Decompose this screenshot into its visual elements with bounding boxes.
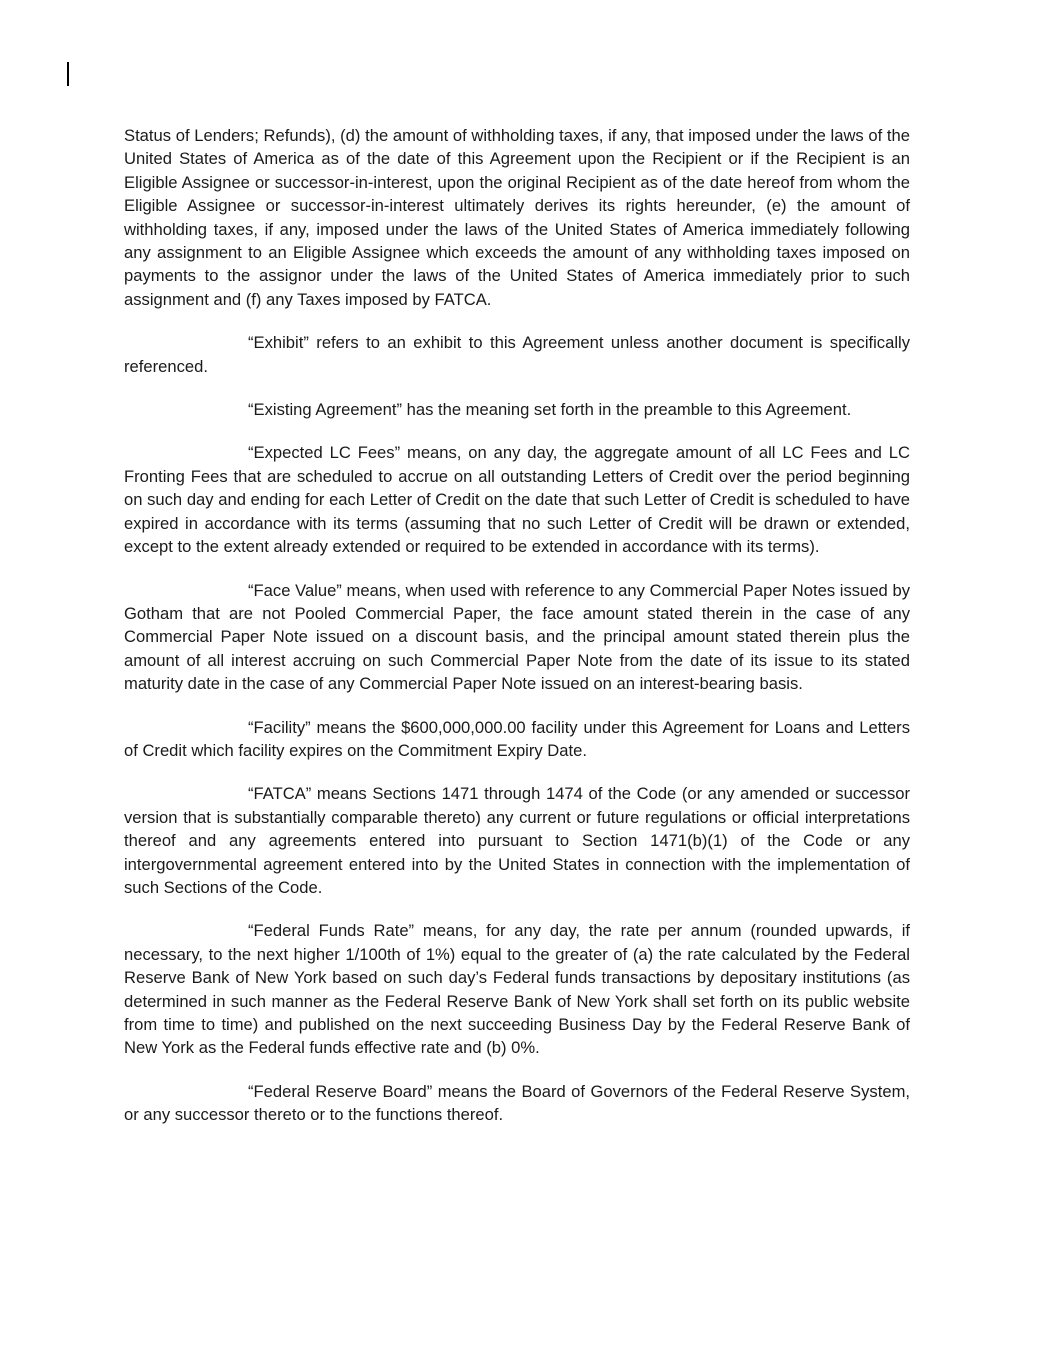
definition-facility: “Facility” means the $600,000,000.00 facility under this Agreement for Loans and Letters of Credit which facility expires on the Commitment Expiry Date. [124,717,910,760]
paragraph-excluded-taxes-continuation: Status of Lenders; Refunds), (d) the amount of withholding taxes, if any, that imposed under the laws of the United States of America as of the date of this Agreement upon the Recipient or if the Recipient is an Eligible Assignee or successor-in-interest, upon the original Recipient as of the date hereof from whom the Eligible Assignee or successor-in-interest ultimately derives its rights hereunder, (e) the amount of withholding taxes, if any, imposed under the laws of the United States of America immediately following any assignment to an Eligible Assignee which exceeds the amount of any withholding taxes imposed on payments to the assignor under the laws of the United States of America immediately prior to such assignment and (f) any Taxes imposed by FATCA. [124,126,910,309]
definition-expected-lc-fees: “Expected LC Fees” means, on any day, the aggregate amount of all LC Fees and LC Fronting Fees that are scheduled to accrue on all outstanding Letters of Credit over the period beginning on such day and ending for each Letter of Credit on the date that such Letter of Credit is scheduled to have expired in accordance with its terms (assuming that no such Letter of Credit will be drawn or extended, except to the extent already extended or required to be extended in accordance with its terms). [124,443,910,557]
definition-existing-agreement: “Existing Agreement” has the meaning set forth in the preamble to this Agreement. [248,400,852,420]
revision-bar [67,62,69,86]
definition-federal-reserve-board: “Federal Reserve Board” means the Board of Governors of the Federal Reserve System, or any successor thereto or to the functions thereof. [124,1081,910,1125]
definition-exhibit: “Exhibit” refers to an exhibit to this Agreement unless another document is specifically referenced. [124,333,910,376]
definition-fatca: “FATCA” means Sections 1471 through 1474 of the Code (or any amended or successor version that is substantially comparable thereto) any current or future regulations or official interpretations thereof and any agreements entered into pursuant to Section 1471(b)(1) of the Code or any intergovernmental agreement entered into by the United States in connection with the implementation of such Sections of the Code. [124,784,910,897]
definition-face-value: “Face Value” means, when used with reference to any Commercial Paper Notes issued by Gotham that are not Pooled Commercial Paper, the face amount stated therein in the case of any Commercial Paper Note issued on a discount basis, and the principal amount stated therein plus the amount of all interest accruing on such Commercial Paper Note from the date of its issue to its stated maturity date in the case of any Commercial Paper Note issued on an interest-bearing basis. [124,580,910,694]
definition-federal-funds-rate: “Federal Funds Rate” means, for any day, the rate per annum (rounded upwards, if necessary, to the next higher 1/100th of 1%) equal to the greater of (a) the rate calculated by the Federal Reserve Bank of New York based on such day’s Federal funds transactions by depositary institutions (as determined in such manner as the Federal Reserve Bank of New York shall set forth on its public website from time to time) and published on the next succeeding Business Day by the Federal Reserve Bank of New York as the Federal funds effective rate and (b) 0%. [124,921,910,1058]
document-body [124,124,910,1147]
